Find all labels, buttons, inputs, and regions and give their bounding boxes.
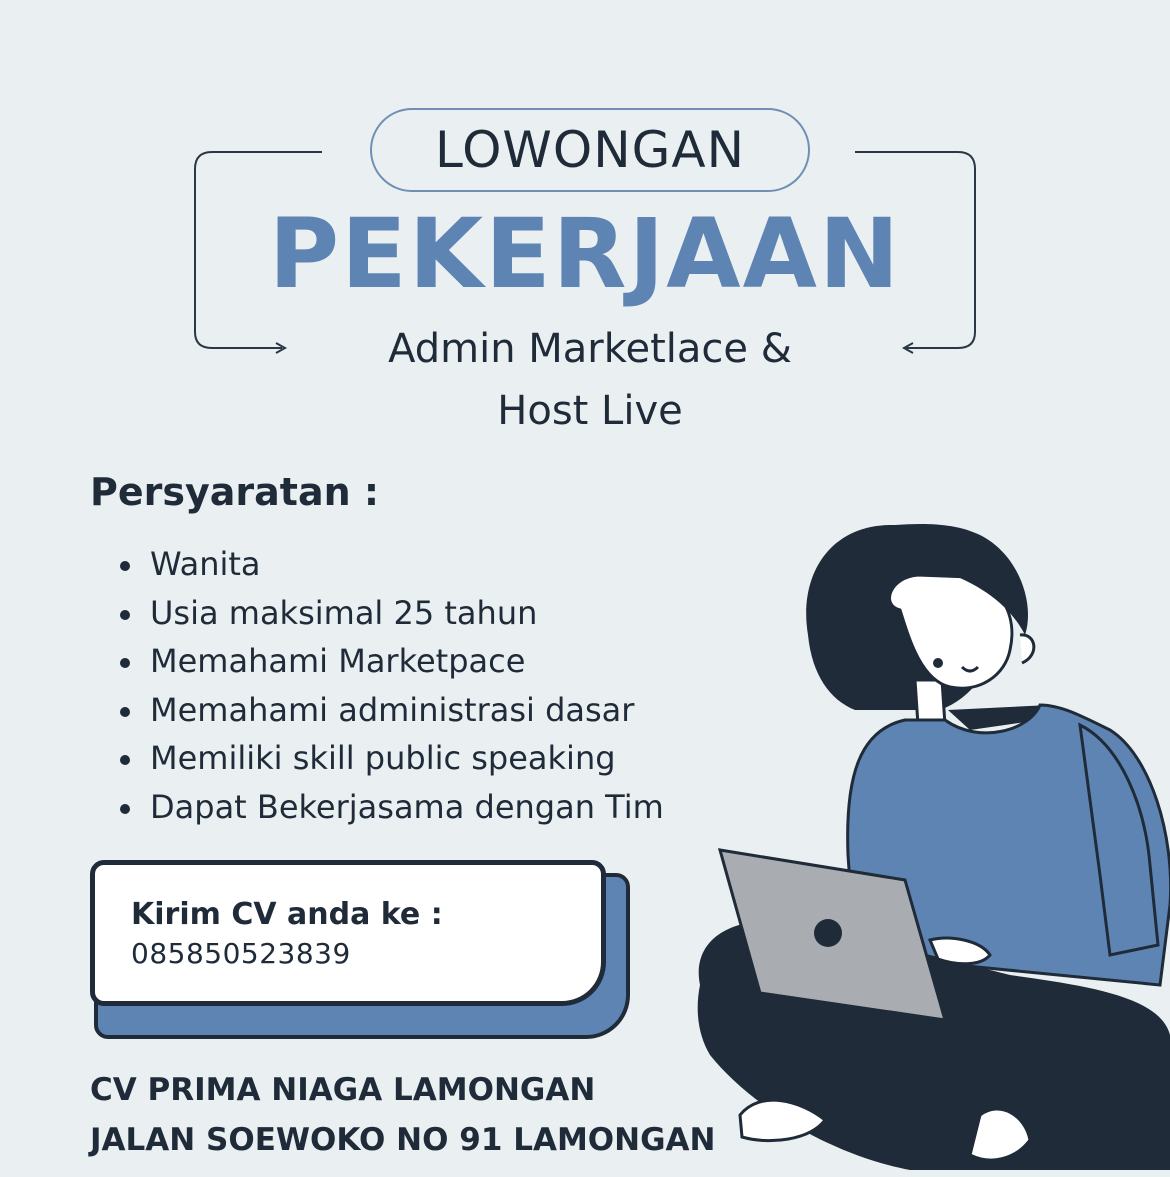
requirement-item: Dapat Bekerjasama dengan Tim	[150, 783, 664, 832]
pill-text: LOWONGAN	[435, 121, 745, 179]
contact-phone: 085850523839	[131, 937, 351, 970]
requirements-title: Persyaratan :	[90, 470, 380, 514]
contact-label: Kirim CV anda ke :	[131, 897, 443, 932]
requirements-list	[150, 540, 664, 831]
job-position-line1: Admin Marketlace &	[388, 326, 792, 372]
job-position-line2: Host Live	[497, 388, 683, 434]
contact-card	[90, 860, 606, 1006]
job-position	[0, 318, 1170, 442]
company-name: CV PRIMA NIAGA LAMONGAN	[90, 1072, 596, 1108]
requirement-item: Memahami Marketpace	[150, 637, 664, 686]
requirement-item: Wanita	[150, 540, 664, 589]
lowongan-pill	[370, 108, 810, 192]
company-address: JALAN SOEWOKO NO 91 LAMONGAN	[90, 1122, 716, 1158]
headline: PEKERJAAN	[268, 198, 902, 310]
requirement-item: Memiliki skill public speaking	[150, 734, 664, 783]
company-info	[90, 1065, 715, 1165]
woman-with-laptop-illustration	[680, 515, 1170, 1175]
requirement-item: Memahami administrasi dasar	[150, 686, 664, 735]
requirement-item: Usia maksimal 25 tahun	[150, 589, 664, 638]
